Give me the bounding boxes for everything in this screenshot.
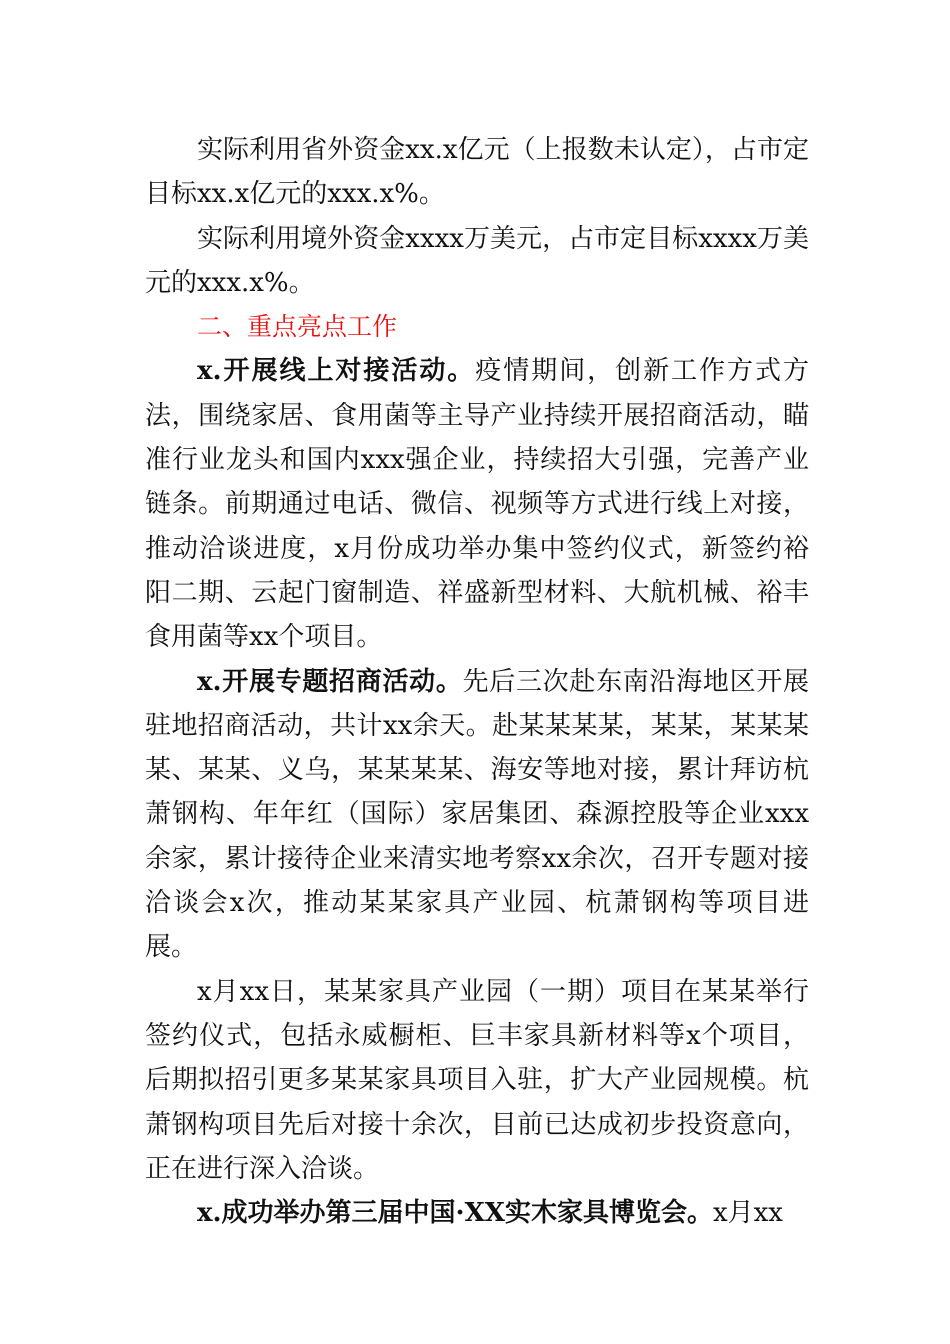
item-special-investment: [145, 660, 809, 970]
paragraph-foreign-funds: 实际利用境外资金xxxx万美元，占市定目标xxxx万美元的xxx.x%。: [145, 223, 809, 298]
item-lead: x.开展线上对接活动。: [197, 356, 476, 387]
item-body: 先后三次赴东南沿海地区开展驻地招商活动，共计xx余天。赴某某某某，某某，某某某某、某某、义乌，某某某某、海安等地对接，累计拜访杭萧钢构、年年红（国际）家居集团、森源控股等企业xxx余家，累计接待企业来清实地考察xx余次，召开专题对接洽谈会x次，推动某某家具产业园、杭萧钢构等项目进展。: [145, 666, 809, 963]
item-lead: x.成功举办第三届中国·XX实木家具博览会。: [197, 1198, 713, 1229]
paragraph-provincial-funds: 实际利用省外资金xx.x亿元（上报数未认定），占市定目标xx.x亿元的xxx.x%。: [145, 135, 809, 210]
item-lead: x.开展专题招商活动。: [197, 666, 463, 697]
item-furniture-expo: [145, 1191, 809, 1235]
item-body: x月xx: [712, 1198, 783, 1229]
item-body: 疫情期间，创新工作方式方法，围绕家居、食用菌等主导产业持续开展招商活动，瞄准行业龙头和国内xxx强企业，持续招大引强，完善产业链条。前期通过电话、微信、视频等方式进行线上对接，推动洽谈进度，x月份成功举办集中签约仪式，新签约裕阳二期、云起门窗制造、祥盛新型材料、大航机械、裕丰食用菌等xx个项目。: [145, 356, 809, 653]
paragraph-signing-ceremony: x月xx日，某某家具产业园（一期）项目在某某举行签约仪式，包括永威橱柜、巨丰家具新材料等x个项目，后期拟招引更多某某家具项目入驻，扩大产业园规模。杭萧钢构项目先后对接十余次，目前已达成初步投资意向，正在进行深入洽谈。: [145, 976, 809, 1184]
section-heading: 二、重点亮点工作: [197, 312, 398, 342]
item-online-docking: [145, 349, 809, 659]
document-body: [145, 128, 809, 1235]
